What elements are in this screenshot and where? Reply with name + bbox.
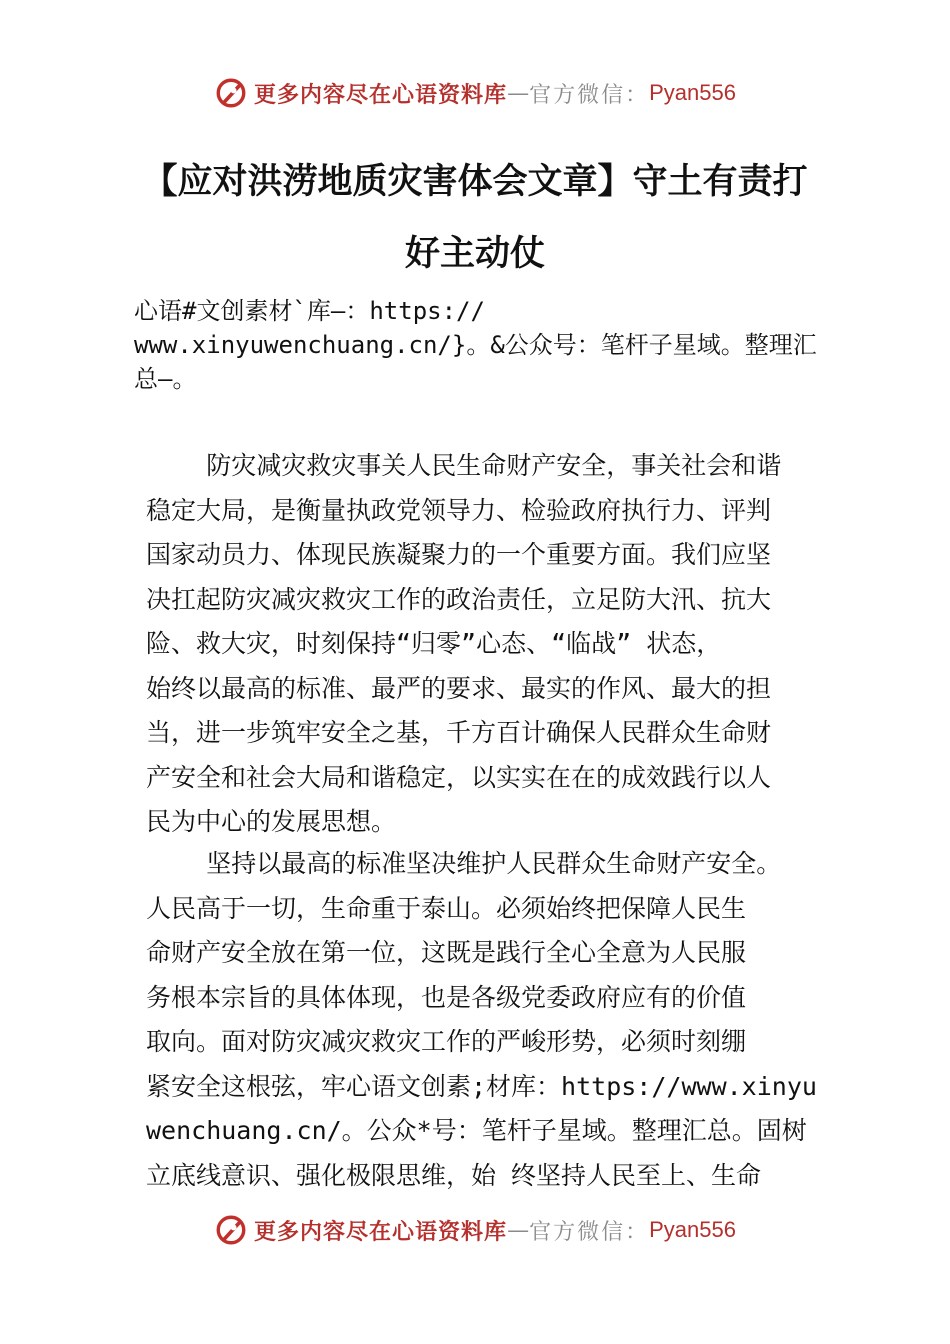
banner-wechat-id: Pyan556	[649, 80, 736, 105]
text-line: 始终以最高的标准、最严的要求、最实的作风、最大的担	[146, 673, 772, 703]
source-note-line: 总—。	[134, 365, 197, 393]
paragraph-1	[146, 444, 836, 845]
banner-promo-text: 更多内容尽在心语资料库	[254, 1218, 508, 1245]
text-line: 紧安全这根弦，牢心语文创素;材库：https://www.xinyu	[146, 1071, 817, 1101]
text-line: 防灾减灾救灾事关人民生命财产安全，事关社会和谐	[146, 451, 782, 480]
source-note-line: 心语#文创素材`库—：https://	[134, 297, 485, 325]
source-note-line: www.xinyuwenchuang.cn/}。&公众号：笔杆子星域。整理汇	[134, 331, 817, 359]
text-line: 民为中心的发展思想。	[146, 807, 397, 836]
text-line: 坚持以最高的标准坚决维护人民群众生命财产安全。	[146, 849, 782, 878]
text-line: wenchuang.cn/。公众*号：笔杆子星域。整理汇总。固树	[146, 1116, 807, 1145]
pen-nib-logo-icon	[214, 76, 248, 110]
document-title-line-1: 【应对洪涝地质灾害体会文章】守土有责打	[142, 162, 808, 202]
banner-separator: —	[507, 1217, 530, 1243]
pen-nib-logo-icon	[214, 1213, 248, 1247]
banner-separator: —	[507, 80, 530, 106]
text-line: 险、救大灾，时刻保持“归零”心态、“临战” 状态，	[146, 629, 722, 658]
footer-banner	[0, 1207, 950, 1253]
banner-promo-text: 更多内容尽在心语资料库	[254, 81, 508, 108]
text-line: 决扛起防灾减灾救灾工作的政治责任，立足防大汛、抗大	[146, 584, 772, 614]
text-line: 人民高于一切，生命重于泰山。必须始终把保障人民生	[146, 893, 747, 923]
text-line: 当，进一步筑牢安全之基，千方百计确保人民群众生命财	[146, 718, 772, 747]
text-line: 产安全和社会大局和谐稳定，以实实在在的成效践行以人	[146, 762, 772, 792]
banner-wechat-id: Pyan556	[649, 1217, 736, 1242]
text-line: 命财产安全放在第一位，这既是践行全心全意为人民服	[146, 938, 747, 967]
banner-wechat-label: 官方微信：	[529, 1219, 650, 1245]
document-title-line-2: 好主动仗	[404, 234, 545, 274]
text-line: 国家动员力、体现民族凝聚力的一个重要方面。我们应坚	[146, 540, 772, 569]
text-line: 立底线意识、强化极限思维，始 终坚持人民至上、生命	[146, 1160, 762, 1190]
source-note	[134, 294, 844, 396]
text-line: 稳定大局，是衡量执政党领导力、检验政府执行力、评判	[146, 495, 772, 525]
banner-wechat-label: 官方微信：	[529, 82, 650, 108]
header-banner	[0, 70, 950, 116]
text-line: 取向。面对防灾减灾救灾工作的严峻形势，必须时刻绷	[146, 1027, 747, 1056]
paragraph-2	[146, 842, 836, 1198]
text-line: 务根本宗旨的具体体现，也是各级党委政府应有的价值	[146, 982, 747, 1012]
